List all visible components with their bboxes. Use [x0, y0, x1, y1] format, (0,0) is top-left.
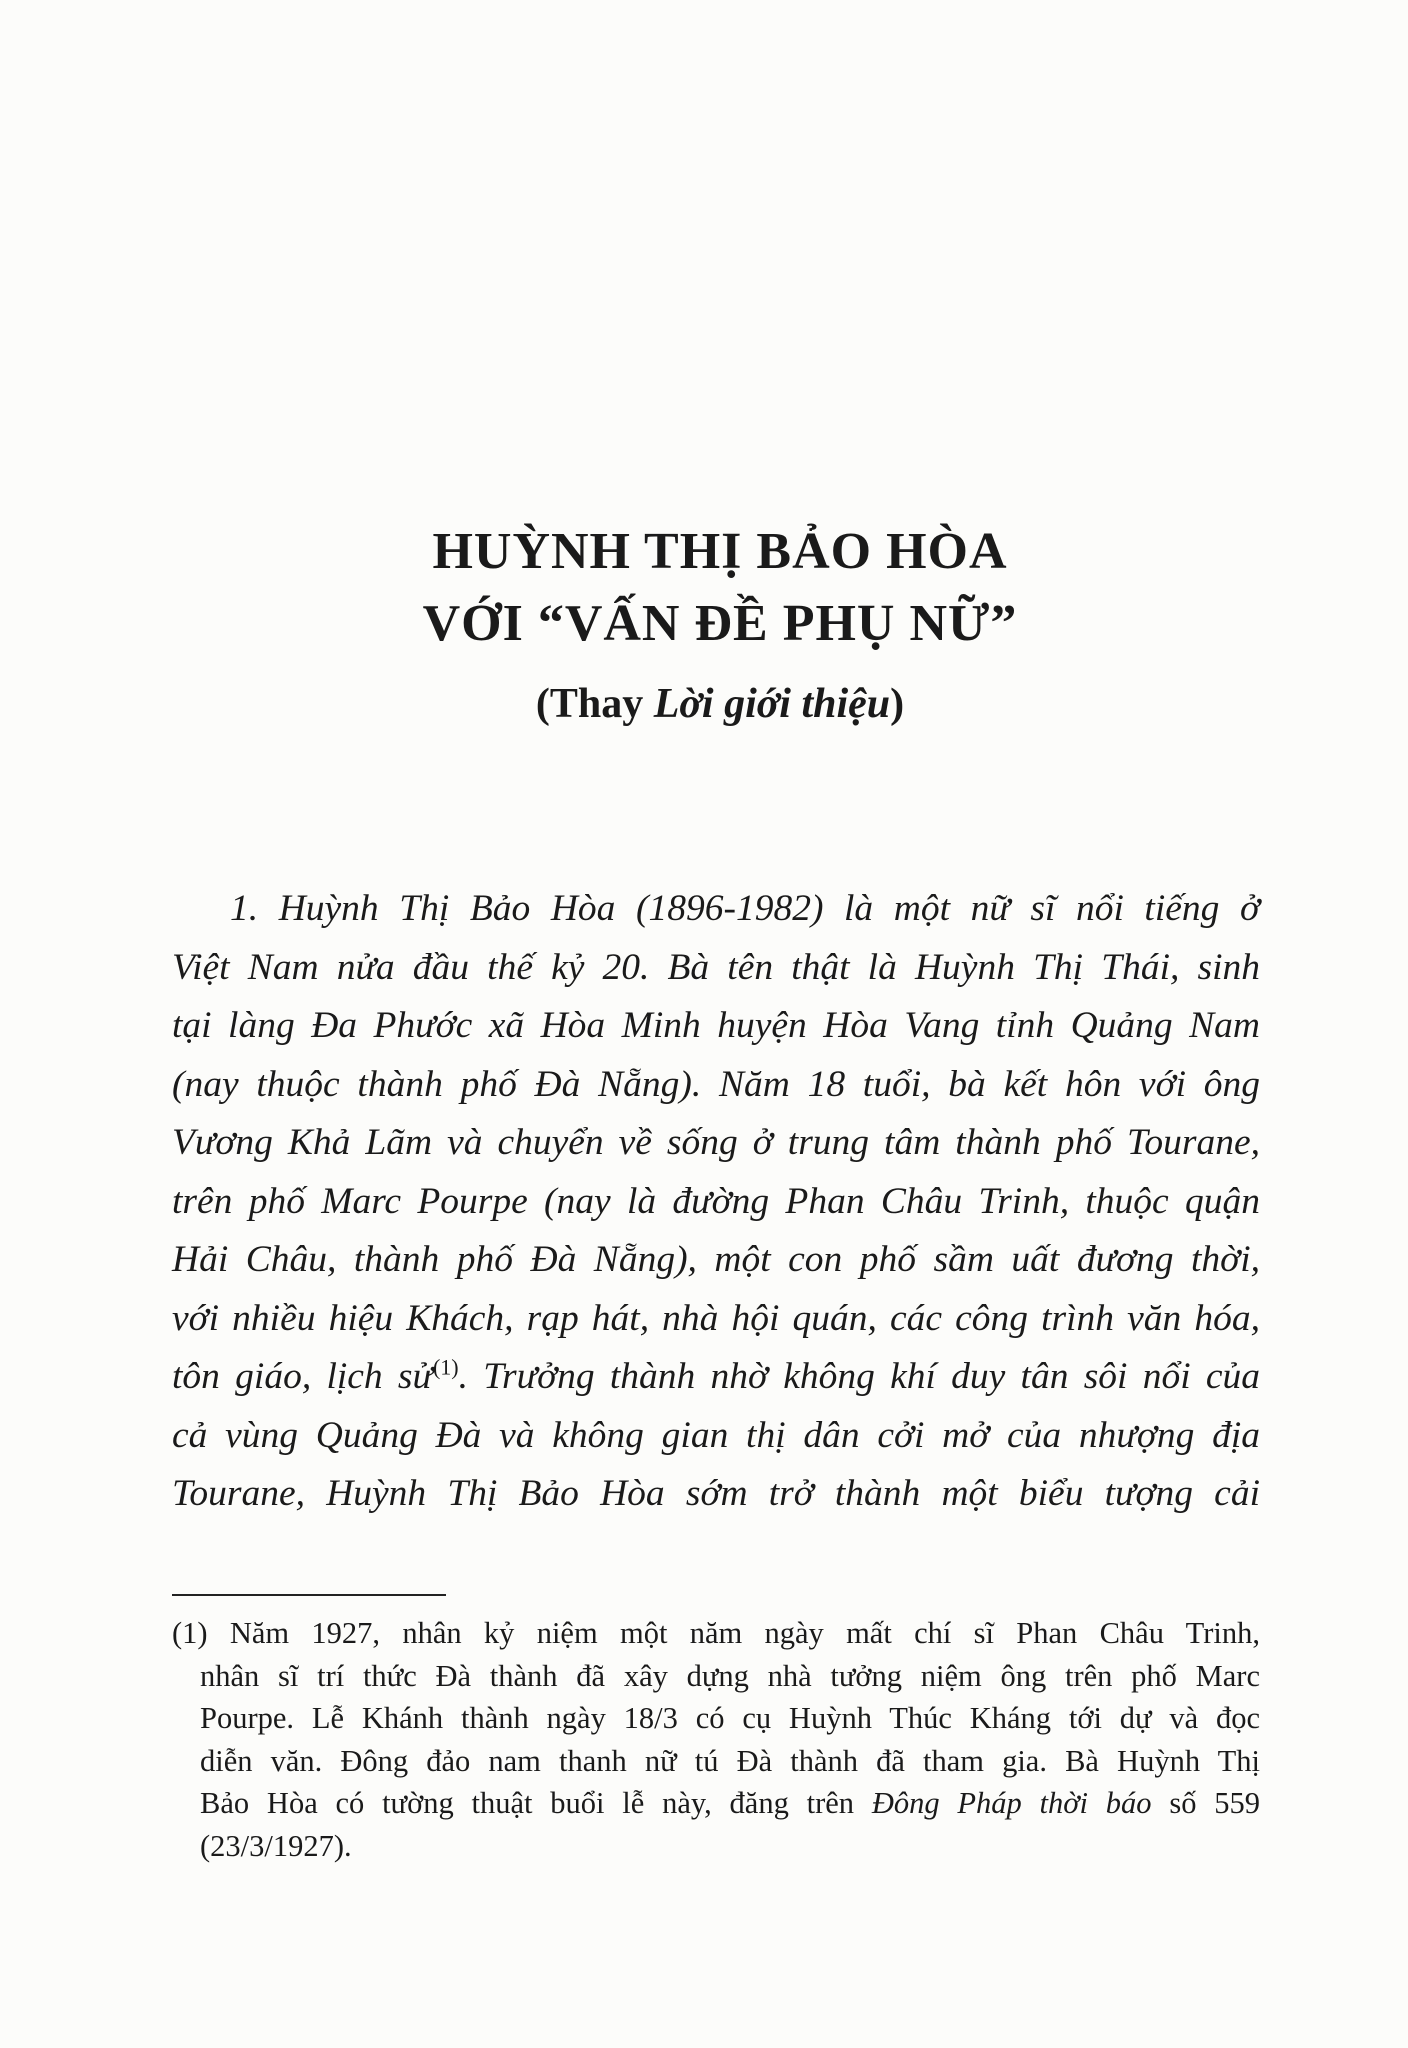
body-line: Tourane, Huỳnh Thị Bảo Hòa sớm trở thành một biểu tượng cải	[172, 1473, 1260, 1514]
footnote-line: (23/3/1927).	[200, 1828, 352, 1863]
body-line: Vương Khả Lãm và chuyển về sống ở trung tâm thành phố Tourane,	[172, 1122, 1260, 1163]
footnote-divider	[172, 1594, 446, 1596]
subtitle-italic: Lời giới thiệu	[653, 681, 891, 727]
body-line: (nay thuộc thành phố Đà Nẵng). Năm 18 tuổi, bà kết hôn với ông	[172, 1063, 1260, 1105]
footnote-line: (1) Năm 1927, nhân kỷ niệm một năm ngày mất chí sĩ Phan Châu Trinh,	[172, 1616, 1260, 1650]
footnote-line-part: Bảo Hòa có tường thuật buổi lễ này, đăng trên	[200, 1786, 872, 1820]
chapter-title-line-2: VỚI “VẤN ĐỀ PHỤ NỮ”	[422, 595, 1018, 652]
body-line: với nhiều hiệu Khách, rạp hát, nhà hội quán, các công trình văn hóa,	[172, 1297, 1260, 1339]
footnote-line-part: số 559	[1151, 1786, 1260, 1820]
body-line: cả vùng Quảng Đà và không gian thị dân cởi mở của nhượng địa	[172, 1414, 1260, 1456]
footnote	[172, 1612, 1260, 1867]
footnote-line: Pourpe. Lễ Khánh thành ngày 18/3 có cụ Huỳnh Thúc Kháng tới dự và đọc	[200, 1701, 1260, 1735]
subtitle-suffix: )	[890, 681, 905, 727]
body-line-part: . Trưởng thành nhờ không khí duy tân sôi nổi của	[458, 1356, 1261, 1397]
body-line: Việt Nam nửa đầu thế kỷ 20. Bà tên thật là Huỳnh Thị Thái, sinh	[172, 946, 1260, 988]
body-line-part: tôn giáo, lịch sử	[172, 1356, 433, 1397]
chapter-title-line-1: HUỲNH THỊ BẢO HÒA	[432, 523, 1008, 580]
footnote-reference[interactable]: (1)	[432, 1354, 459, 1380]
newspaper-title: Đông Pháp thời báo	[871, 1786, 1152, 1820]
footnote-line: nhân sĩ trí thức Đà thành đã xây dựng nhà tưởng niệm ông trên phố Marc	[200, 1658, 1260, 1693]
body-line: 1. Huỳnh Thị Bảo Hòa (1896-1982) là một nữ sĩ nổi tiếng ở	[230, 888, 1260, 929]
footnote-line: diễn văn. Đông đảo nam thanh nữ tú Đà thành đã tham gia. Bà Huỳnh Thị	[200, 1743, 1260, 1778]
body-paragraph	[172, 880, 1260, 1524]
body-line: tại làng Đa Phước xã Hòa Minh huyện Hòa Vang tỉnh Quảng Nam	[172, 1005, 1260, 1046]
subtitle-prefix: (Thay	[535, 681, 654, 727]
body-line-with-note	[172, 1348, 1260, 1407]
chapter-title-block	[0, 516, 1408, 734]
chapter-subtitle	[230, 674, 1210, 734]
body-line: trên phố Marc Pourpe (nay là đường Phan Châu Trinh, thuộc quận	[172, 1180, 1260, 1222]
body-line: Hải Châu, thành phố Đà Nẵng), một con phố sầm uất đương thời,	[172, 1239, 1260, 1280]
footnote-line-with-italic	[172, 1782, 1260, 1825]
